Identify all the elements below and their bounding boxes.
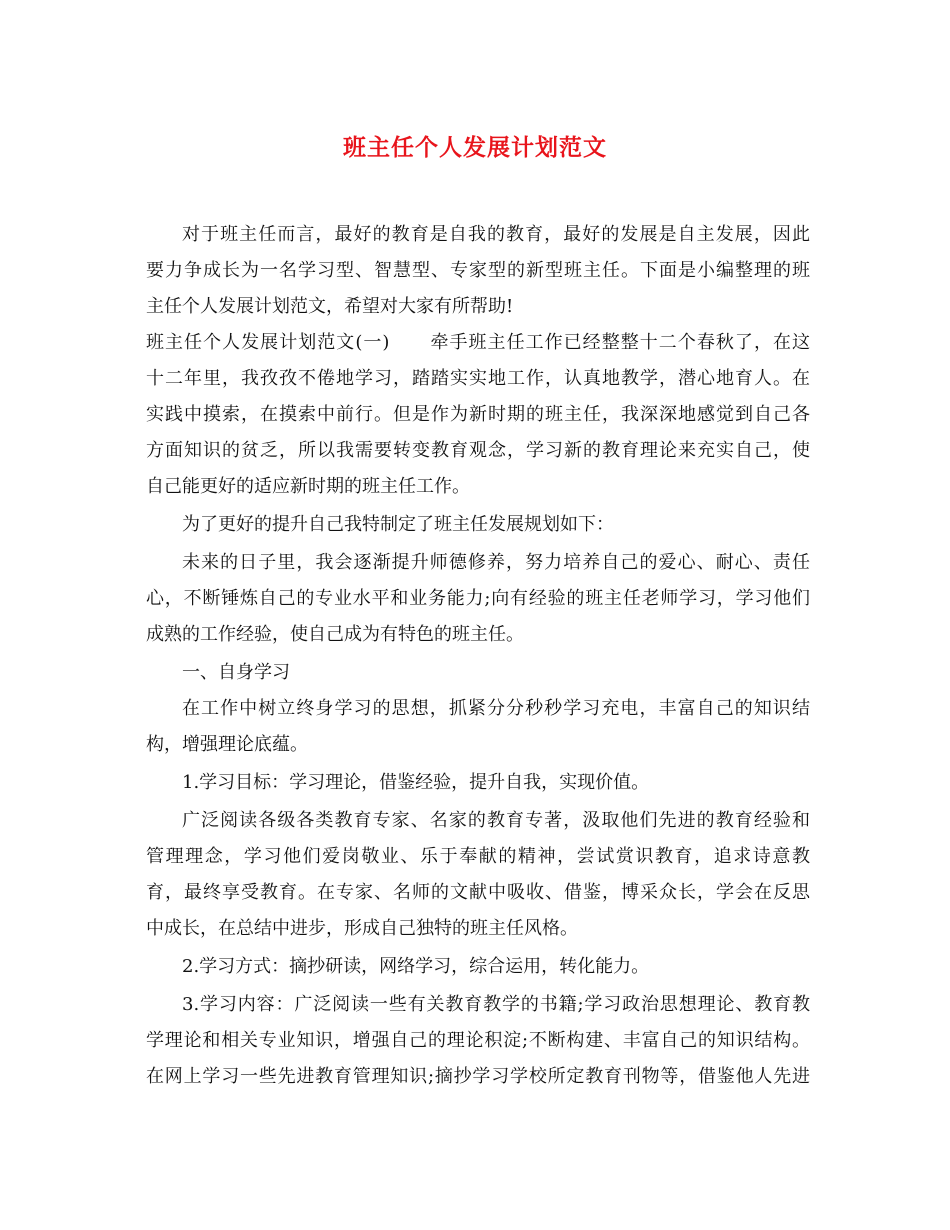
paragraph-line: 中成长，在总结中进步，形成自己独特的班主任风格。: [146, 918, 578, 939]
paragraph-line: 育，最终享受教育。在专家、名师的文献中吸收、借鉴，博采众长，学会在反思: [146, 882, 810, 903]
paragraph-line: 实践中摸索，在摸索中前行。但是作为新时期的班主任，我深深地感觉到自己各: [146, 404, 810, 425]
section-heading: 一、自身学习: [182, 662, 290, 683]
paragraph-line: 为了更好的提升自己我特制定了班主任发展规划如下：: [182, 514, 614, 535]
paragraph-line: 管理理念，学习他们爱岗敬业、乐于奉献的精神，尝试赏识教育，追求诗意教: [146, 846, 810, 867]
paragraph-line: 在工作中树立终身学习的思想，抓紧分分秒秒学习充电，丰富自己的知识结: [182, 698, 810, 719]
paragraph-line: 1.学习目标：学习理论，借鉴经验，提升自我，实现价值。: [182, 772, 650, 793]
section-heading-line: [146, 325, 810, 361]
paragraph-line: 3.学习内容：广泛阅读一些有关教育教学的书籍;学习政治思想理论、教育教: [182, 994, 810, 1015]
paragraph-line: 2.学习方式：摘抄研读，网络学习，综合运用，转化能力。: [182, 956, 650, 977]
paragraph-line: 学理论和相关专业知识，增强自己的理论积淀;不断构建、丰富自己的知识结构。: [146, 1030, 810, 1051]
paragraph-line: 未来的日子里，我会逐渐提升师德修养，努力培养自己的爱心、耐心、责任: [182, 552, 810, 573]
paragraph-line: 主任个人发展计划范文，希望对大家有所帮助!: [146, 296, 514, 317]
paragraph-text: 牵手班主任工作已经整整十二个春秋了，在这: [429, 332, 810, 353]
paragraph-line: 对于班主任而言，最好的教育是自我的教育，最好的发展是自主发展，因此: [182, 224, 810, 245]
paragraph-line: 构，增强理论底蕴。: [146, 734, 308, 755]
paragraph-line: 广泛阅读各级各类教育专家、名家的教育专著，汲取他们先进的教育经验和: [182, 810, 810, 831]
section-heading: 班主任个人发展计划范文(一): [146, 332, 390, 353]
paragraph-line: 十二年里，我孜孜不倦地学习，踏踏实实地工作，认真地教学，潜心地育人。在: [146, 368, 810, 389]
paragraph-line: 自己能更好的适应新时期的班主任工作。: [146, 476, 470, 497]
document-title: 班主任个人发展计划范文: [343, 134, 607, 161]
paragraph-line: 在网上学习一些先进教育管理知识;摘抄学习学校所定教育刊物等，借鉴他人先进: [146, 1066, 810, 1087]
paragraph-line: 方面知识的贫乏，所以我需要转变教育观念，学习新的教育理论来充实自己，使: [146, 440, 810, 461]
paragraph-line: 成熟的工作经验，使自己成为有特色的班主任。: [146, 624, 524, 645]
paragraph-line: 要力争成长为一名学习型、智慧型、专家型的新型班主任。下面是小编整理的班: [146, 260, 810, 281]
paragraph-line: 心，不断锤炼自己的专业水平和业务能力;向有经验的班主任老师学习，学习他们: [146, 588, 810, 609]
